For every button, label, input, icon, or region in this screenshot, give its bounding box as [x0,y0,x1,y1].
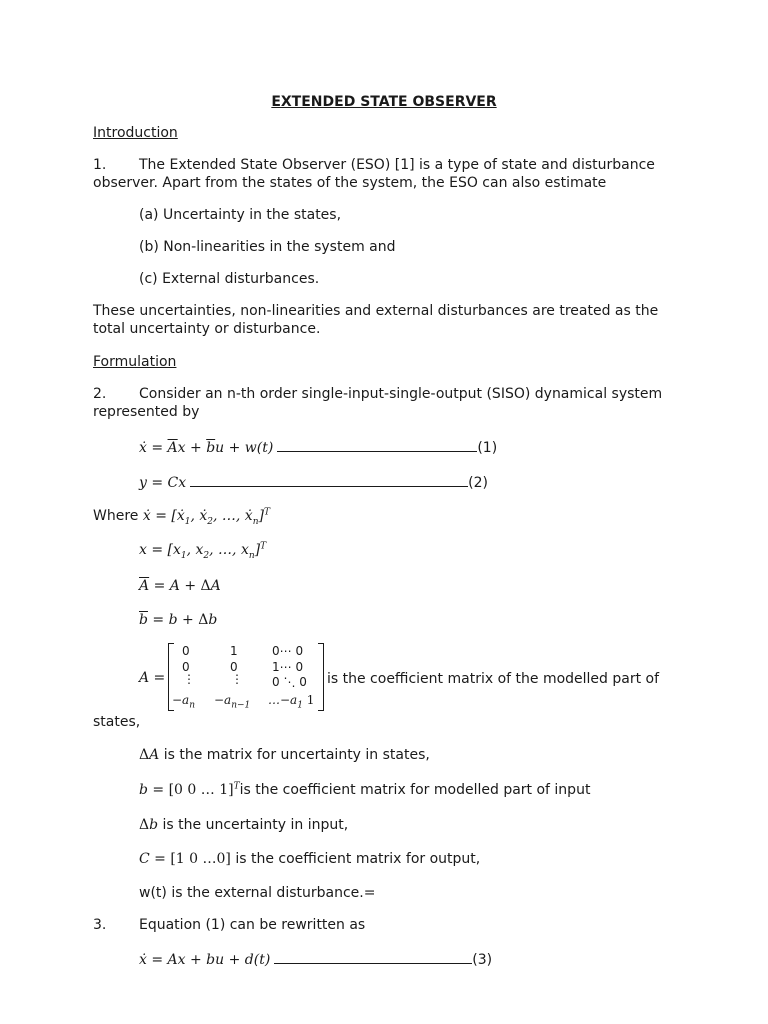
w-definition: w(t) is the external disturbance.= [139,885,376,901]
paragraph-text: The Extended State Observer (ESO) [1] is a type of state and disturbance observer. Apart from the states of the system, the ESO can also estimate [93,157,655,191]
delta-a-definition: ΔA is the matrix for uncertainty in states, [139,747,430,763]
list-item-c: (c) External disturbances. [139,271,320,287]
bbar-definition: $\overline{b} = b + \Delta b$ [139,612,218,628]
x-definition: $x = [x_1$, $x_2$, …, $x_n]^T$ [139,541,267,561]
abar-definition: $\overline{A} = A + \Delta A$ [139,578,221,594]
matrix-a-label: A = [139,670,166,686]
paragraph-text: Consider an n-th order single-input-single-output (SISO) dynamical system represented by [93,386,663,420]
equation-tag: (3) [472,952,493,968]
c-definition: C = [1 0 …0] is the coefficient matrix for output, [139,851,481,867]
list-item-b: (b) Non-linearities in the system and [139,239,396,255]
paragraph-1 [93,156,678,192]
paragraph-1-summary: These uncertainties, non-linearities and external disturbances are treated as the total uncertainty or disturbance. [93,303,659,337]
paragraph-2 [93,385,678,421]
b-definition: b = [0 0 … 1]$^T$is the coefficient matrix for modelled part of input [139,781,591,798]
matrix-right-bracket [318,643,324,711]
paragraph-number: 3. [93,917,107,933]
equation-3: ẋ = Ax + bu + d(t) (3) [139,949,492,969]
where-xdot-definition: Where ẋ = [ẋ$_1$, ẋ$_2$, …, ẋ$_n$]$^T$ [93,507,270,527]
equation-tag: (2) [468,475,488,491]
paragraph-number: 1. [93,157,107,173]
section-heading-introduction: Introduction [93,125,178,141]
matrix-a-description: is the coefficient matrix of the modelled part of [327,671,660,687]
document-title: EXTENDED STATE OBSERVER [271,94,497,110]
equation-1: ẋ = $\overline{A}x + \overline{b}u + w(t)$ (1) [139,437,497,457]
where-word: Where [93,508,139,524]
paragraph-text: Equation (1) can be rewritten as [139,917,366,933]
matrix-a: 0 1 0⋯ 0 0 0 1⋯ 0 ⋮ ⋮ 0 ⋱ 0 $-a_n$ $-a_{n-1}$ $\dots-a_1$ 1 [168,643,324,711]
paragraph-3 [93,916,678,934]
delta-b-definition: Δb is the uncertainty in input, [139,817,349,833]
section-heading-formulation: Formulation [93,354,177,370]
equation-tag: (1) [477,440,498,456]
paragraph-number: 2. [93,386,107,402]
equation-2: y = Cx (2) [139,472,488,492]
list-item-a: (a) Uncertainty in the states, [139,207,342,223]
matrix-a-description-cont: states, [93,714,141,730]
